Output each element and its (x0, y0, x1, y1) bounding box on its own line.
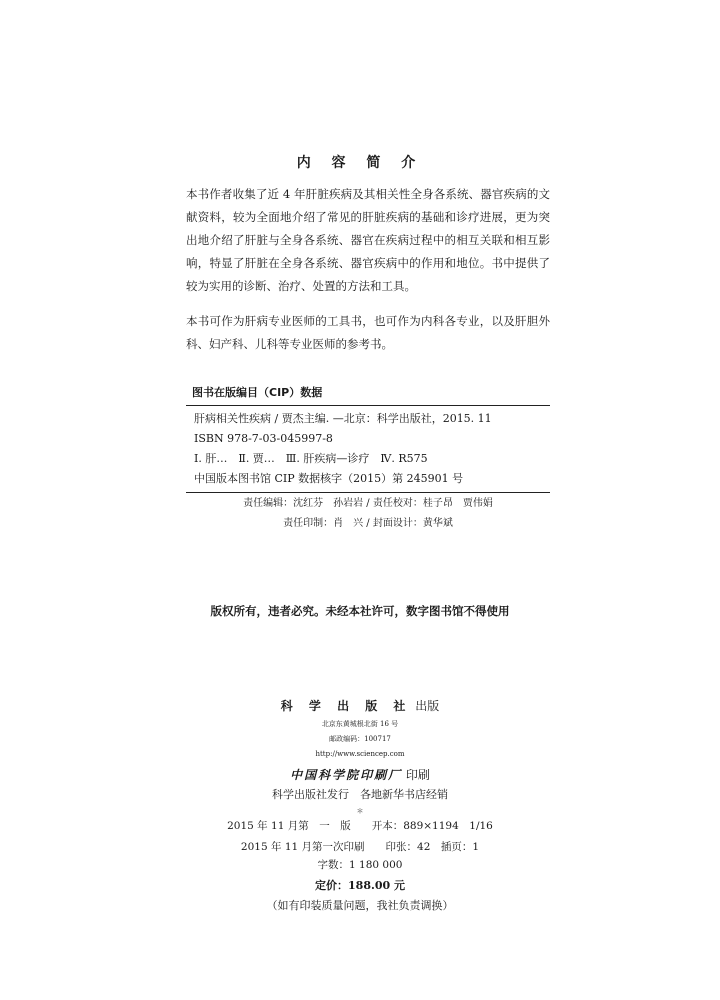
credits-editors: 责任编辑：沈红芬 孙岩岩 / 责任校对：桂子昂 贾伟娟 (243, 498, 493, 509)
printing-line: 2015 年 11 月第一次印刷 印张：42 插页：1 (240, 841, 480, 853)
edition-line: 2015 年 11 月第 一 版 开本：889×1194 1/16 (227, 820, 493, 832)
word-count: 字数：1 180 000 (317, 859, 403, 871)
publisher-suffix: 出版 (415, 699, 440, 713)
publisher-address: 北京东黄城根北街 16 号 (321, 720, 399, 728)
summary-paragraph-2: 本书可作为肝病专业医师的工具书，也可作为内科各专业，以及肝胆外科、妇产科、儿科等专业医师的参考书。 (186, 314, 550, 351)
credits-production: 责任印制：肖 兴 / 封面设计：黄华斌 (283, 518, 453, 529)
cip-isbn-line: ISBN 978-7-03-045997-8 (194, 432, 333, 445)
quality-notice: （如有印装质量问题，我社负责调换） (266, 899, 454, 912)
distribution-line: 科学出版社发行 各地新华书店经销 (272, 788, 448, 801)
cip-subject-line: Ⅰ. 肝… Ⅱ. 贾… Ⅲ. 肝疾病—诊疗 Ⅳ. R575 (194, 452, 428, 465)
price: 定价：188.00 元 (315, 879, 405, 892)
cip-heading: 图书在版编目（CIP）数据 (186, 384, 550, 406)
cip-data-block (186, 384, 550, 493)
cip-title-line: 肝病相关性疾病 / 贾杰主编. —北京：科学出版社，2015. 11 (194, 412, 492, 425)
printer-name: 中国科学院印刷厂 (290, 768, 403, 782)
printer-line (0, 766, 720, 783)
copyright-notice: 版权所有，违者必究。未经本社许可，数字图书馆不得使用 (210, 604, 510, 618)
cip-record-line: 中国版本图书馆 CIP 数据核字（2015）第 245901 号 (194, 472, 464, 485)
cip-body (186, 409, 550, 489)
cip-bottom-rule (186, 492, 550, 493)
printer-suffix: 印刷 (405, 768, 430, 782)
publisher-website: http://www.sciencep.com (315, 750, 405, 758)
publisher-postcode: 邮政编码：100717 (329, 735, 391, 743)
summary-paragraph-1: 本书作者收集了近 4 年肝脏疾病及其相关性全身各系统、器官疾病的文献资料，较为全面地介绍了常见的肝脏疾病的基础和诊疗进展，更为突出地介绍了肝脏与全身各系统、器官在疾病过程中的相互关联和相互影响，特显了肝脏在全身各系统、器官疾病中的作用和地位。书中提供了较为实用的诊断、治疗、处置的方法和工具。 (186, 187, 550, 293)
summary-title: 内 容 简 介 (296, 155, 424, 171)
separator-star: ＊ (356, 807, 364, 815)
publisher-name: 科 学 出 版 社 (280, 699, 412, 713)
publisher-line (0, 697, 720, 714)
